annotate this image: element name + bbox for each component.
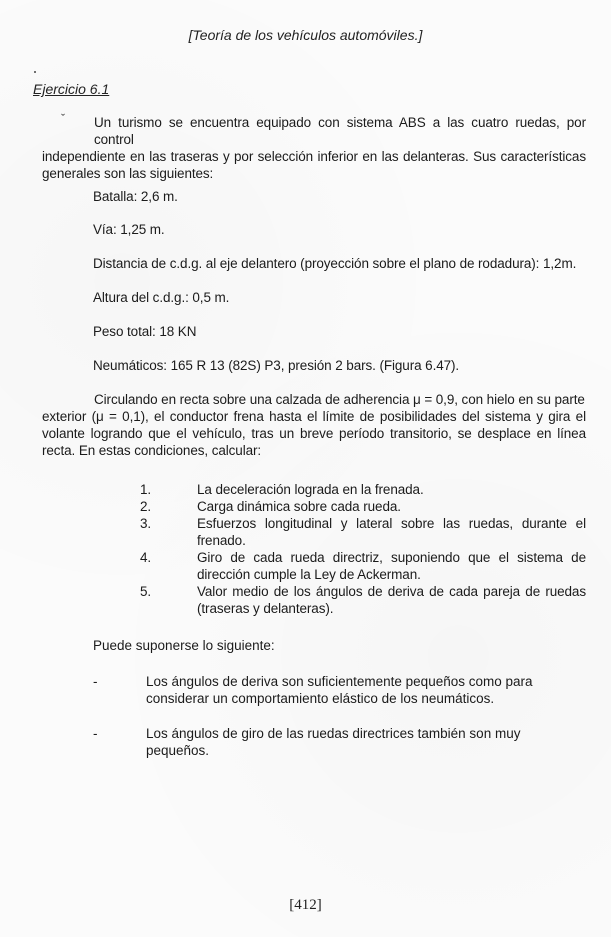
question-text: Valor medio de los ángulos de deriva de cada pareja de ruedas (traseras y delanteras). <box>197 584 586 616</box>
conditions-first-line: Circulando en recta sobre una calzada de adherencia μ = 0,9, con hielo en su parte <box>94 392 585 407</box>
assumption-text: Los ángulos de deriva son suficientemente pequeños como para considerar un comportamiento elástico de los neumáticos. <box>146 674 533 706</box>
list-item <box>140 515 586 549</box>
question-text: La deceleración lograda en la frenada. <box>197 482 424 497</box>
spec-track: Vía: 1,25 m. <box>93 222 165 237</box>
exercise-title: Ejercicio 6.1 <box>33 81 110 97</box>
spec-cg-height: Altura del c.d.g.: 0,5 m. <box>93 290 230 305</box>
assumptions-label: Puede suponerse lo siguiente: <box>93 638 275 653</box>
spec-cg-distance: Distancia de c.d.g. al eje delantero (proyección sobre el plano de rodadura): 1,2m. <box>93 256 577 271</box>
list-item <box>140 498 586 515</box>
bullet-dash: - <box>93 726 98 741</box>
running-header: [Teoría de los vehículos automóviles.] <box>188 27 423 43</box>
bullet-dash: - <box>93 674 98 689</box>
question-number: 2. <box>140 499 152 514</box>
intro-first-line: Un turismo se encuentra equipado con sistema ABS a las cuatro ruedas, por control <box>94 115 586 147</box>
spec-total-weight: Peso total: 18 KN <box>93 324 197 339</box>
assumption-item <box>93 725 586 759</box>
spec-wheelbase: Batalla: 2,6 m. <box>93 189 178 204</box>
list-item <box>140 549 586 583</box>
question-text: Carga dinámica sobre cada rueda. <box>197 499 401 514</box>
spec-tyres: Neumáticos: 165 R 13 (82S) P3, presión 2 bars. (Figura 6.47). <box>93 358 460 373</box>
scan-speck <box>34 71 36 73</box>
question-text: Giro de cada rueda directriz, suponiendo que el sistema de dirección cumple la Ley de Ackerman. <box>197 550 586 582</box>
scan-mark: ˇ <box>61 111 65 125</box>
page-number: [412] <box>289 897 322 913</box>
question-number: 4. <box>140 550 152 565</box>
conditions-rest: exterior (μ = 0,1), el conductor frena hasta el límite de posibilidades del sistema y gira el volante logrando que el vehículo, tras un breve período transitorio, se desplace en línea recta. En estas condiciones, calcular: <box>42 409 586 458</box>
intro-rest: independiente en las traseras y por selección inferior en las delanteras. Sus características generales son las siguientes: <box>42 149 586 181</box>
questions-list <box>140 481 586 617</box>
question-text: Esfuerzos longitudinal y lateral sobre las ruedas, durante el frenado. <box>197 516 586 548</box>
assumption-item <box>93 673 586 707</box>
question-number: 5. <box>140 584 152 599</box>
question-number: 3. <box>140 516 152 531</box>
assumption-text: Los ángulos de giro de las ruedas directrices también son muy pequeños. <box>146 726 521 758</box>
list-item <box>140 481 586 498</box>
question-number: 1. <box>140 482 152 497</box>
list-item <box>140 583 586 617</box>
intro-paragraph <box>42 114 586 182</box>
conditions-paragraph <box>42 391 586 459</box>
